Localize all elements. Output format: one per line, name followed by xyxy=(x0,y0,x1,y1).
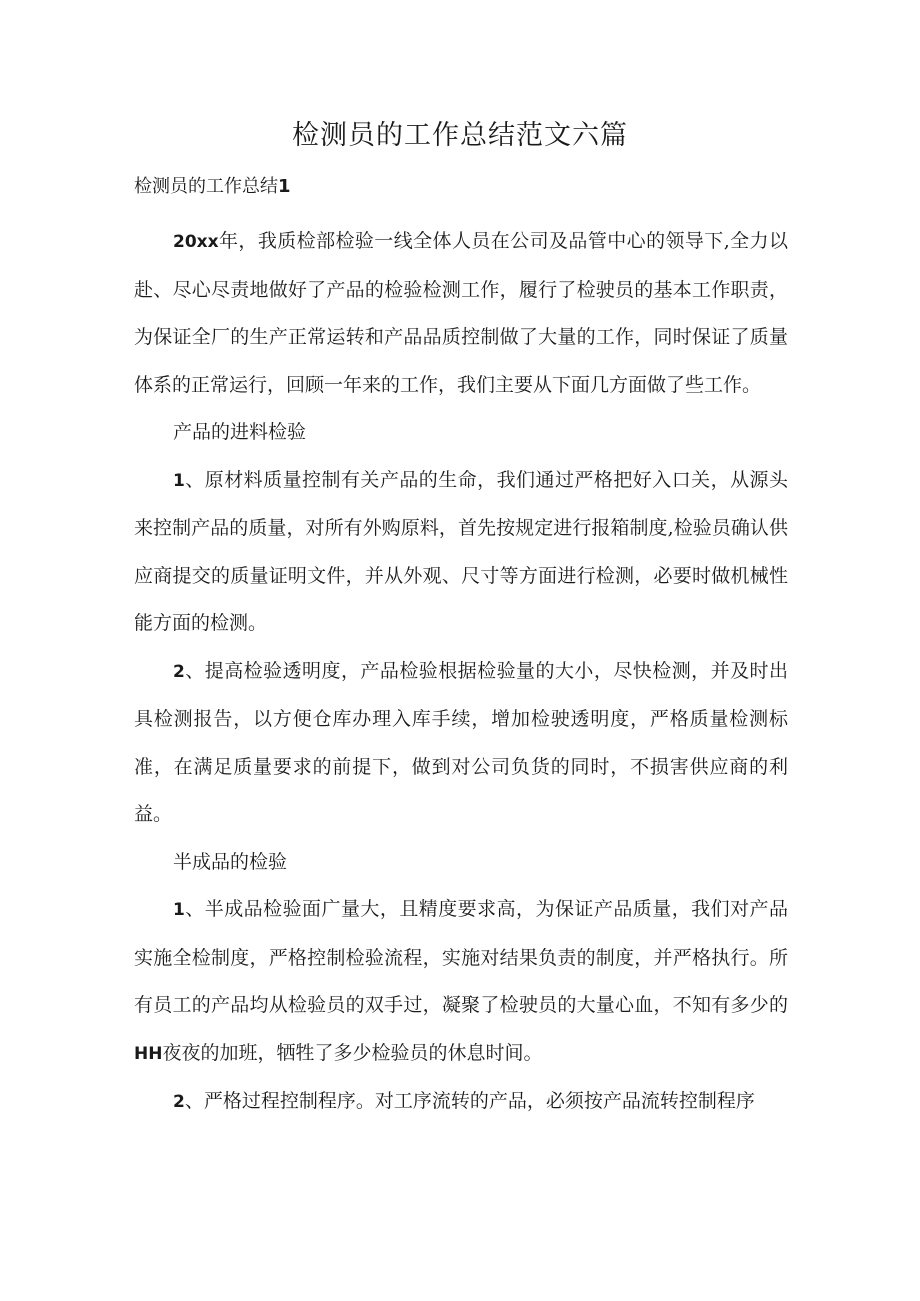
item-number: 2 xyxy=(173,1092,185,1112)
incoming-item-1 xyxy=(134,457,788,648)
intro-year: 20xx xyxy=(173,232,219,252)
incoming-item-2 xyxy=(134,648,788,839)
section-subtitle xyxy=(134,172,291,202)
semi-finished-item-2 xyxy=(134,1078,788,1127)
semi-finished-item-1 xyxy=(134,886,788,1078)
item-number: 1 xyxy=(173,470,185,491)
document-title: 检测员的工作总结范文六篇 xyxy=(292,120,628,151)
document-body xyxy=(134,218,788,1127)
intro-paragraph xyxy=(134,218,788,409)
section-heading-incoming-inspection: 产品的进料检验 xyxy=(173,421,307,443)
subtitle-text: 检测员的工作总结 xyxy=(134,176,278,197)
item-number: 1 xyxy=(173,900,185,920)
item-bold-fragment: HH xyxy=(134,1043,163,1064)
intro-text: 年，我质检部检验一线全体人员在公司及品管中心的领导下,全力以赴、尽心尽责地做好了产品的检验检测工作，履行了检驶员的基本工作职责，为保证全厂的生产正常运转和产品品质控制做了大量的工作，同时保证了质量体系的正常运行，回顾一年来的工作，我们主要从下面几方面做了些工作。 xyxy=(134,230,788,396)
item-text: 、原材料质量控制有关产品的生命，我们通过严格把好入口关，从源头来控制产品的质量，对所有外购原料，首先按规定进行报箱制度,检验员确认供应商提交的质量证明文件，并从外观、尺寸等方面进行检测，必要时做机械性能方面的检测。 xyxy=(134,468,788,634)
item-number: 2 xyxy=(173,661,185,682)
subtitle-number: 1 xyxy=(278,176,291,197)
item-text: 、半成品检验面广量大，且精度要求高，为保证产品质量，我们对产品实施全检制度，严格控制检验流程，实施对结果负责的制度，并严格执行。所有员工的产品均从检验员的双手过，凝聚了检驶员的大量心血，不知有多少的 xyxy=(134,898,788,1016)
item-text-tail: 夜夜的加班，牺牲了多少检验员的休息时间。 xyxy=(162,1041,543,1064)
section-heading-semi-finished-inspection: 半成品的检验 xyxy=(173,850,288,873)
item-text: 、严格过程控制程序。对工序流转的产品，必须按产品流转控制程序 xyxy=(184,1090,755,1112)
item-text: 、提高检验透明度，产品检验根据检验量的大小，尽快检测，并及时出具检测报告，以方便仓库办理入库手续，增加检驶透明度，严格质量检测标准，在满足质量要求的前提下，做到对公司负货的同时，不损害供应商的利益。 xyxy=(134,659,788,825)
